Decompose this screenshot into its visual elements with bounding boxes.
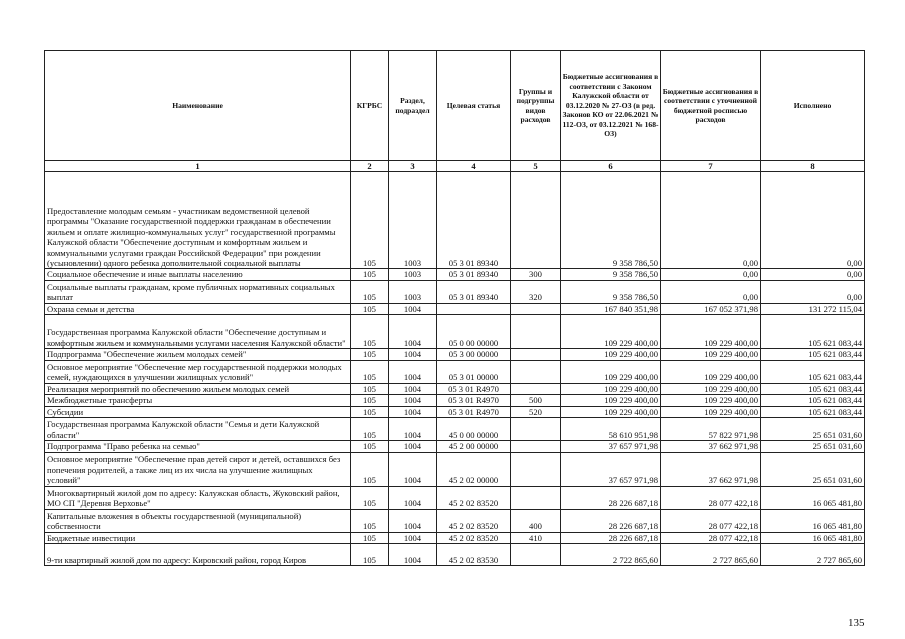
cell-name: Бюджетные инвестиции bbox=[45, 532, 351, 543]
table-row bbox=[45, 383, 865, 394]
cell-roster: 0,00 bbox=[661, 172, 761, 269]
cell-done: 105 621 083,44 bbox=[761, 360, 865, 383]
cell-kgrbs: 105 bbox=[351, 406, 389, 417]
cell-name: Социальное обеспечение и иные выплаты населению bbox=[45, 269, 351, 280]
cell-tsel: 05 3 01 89340 bbox=[437, 172, 511, 269]
cell-law: 109 229 400,00 bbox=[561, 315, 661, 349]
cell-vid bbox=[511, 383, 561, 394]
cell-kgrbs: 105 bbox=[351, 509, 389, 532]
table-row bbox=[45, 544, 865, 566]
header-roster: Бюджетные ассигнования в соответствии с уточненной бюджетной росписью расходов bbox=[661, 51, 761, 161]
col-number: 2 bbox=[351, 161, 389, 172]
cell-roster: 28 077 422,18 bbox=[661, 532, 761, 543]
col-number: 6 bbox=[561, 161, 661, 172]
cell-vid: 300 bbox=[511, 269, 561, 280]
cell-tsel: 05 3 01 R4970 bbox=[437, 406, 511, 417]
cell-tsel: 45 2 02 00000 bbox=[437, 452, 511, 486]
cell-vid bbox=[511, 172, 561, 269]
cell-law: 28 226 687,18 bbox=[561, 486, 661, 509]
cell-tsel: 45 2 02 83530 bbox=[437, 544, 511, 566]
cell-law: 109 229 400,00 bbox=[561, 349, 661, 360]
header-law: Бюджетные ассигнования в соответствии с Законом Калужской области от 03.12.2020 № 27-ОЗ (в ред. Законов КО от 22.06.2021 № 112-ОЗ, от 03.12.2021 № 168-ОЗ) bbox=[561, 51, 661, 161]
cell-done: 105 621 083,44 bbox=[761, 383, 865, 394]
cell-roster: 28 077 422,18 bbox=[661, 509, 761, 532]
cell-roster: 2 727 865,60 bbox=[661, 544, 761, 566]
cell-roster: 167 052 371,98 bbox=[661, 303, 761, 314]
cell-name: Государственная программа Калужской области "Обеспечение доступным и комфортным жильем и коммунальными услугами населения Калужской области" bbox=[45, 315, 351, 349]
cell-tsel: 05 3 01 R4970 bbox=[437, 395, 511, 406]
cell-done: 0,00 bbox=[761, 269, 865, 280]
cell-razdel: 1004 bbox=[389, 360, 437, 383]
cell-name: Подпрограмма "Обеспечение жильем молодых семей" bbox=[45, 349, 351, 360]
col-number: 4 bbox=[437, 161, 511, 172]
cell-kgrbs: 105 bbox=[351, 452, 389, 486]
cell-razdel: 1004 bbox=[389, 406, 437, 417]
cell-tsel: 05 3 01 00000 bbox=[437, 360, 511, 383]
header-razdel: Раздел, подраздел bbox=[389, 51, 437, 161]
cell-kgrbs: 105 bbox=[351, 280, 389, 303]
cell-name: Предоставление молодым семьям - участникам ведомственной целевой программы "Оказание государственной поддержки гражданам в обеспечении жильем и оплате жилищно-коммунальных услуг" государственной программы Калужской области "Обеспечение доступным и комфортным жильем и коммунальными услугами граждан Российской Федерации" при рождении (усыновлении) одного ребенка дополнительной социальной выплаты bbox=[45, 172, 351, 269]
cell-done: 105 621 083,44 bbox=[761, 315, 865, 349]
cell-roster: 109 229 400,00 bbox=[661, 383, 761, 394]
cell-vid bbox=[511, 452, 561, 486]
table-row bbox=[45, 406, 865, 417]
cell-name: 9-ти квартирный жилой дом по адресу: Кировский район, город Киров bbox=[45, 544, 351, 566]
cell-vid bbox=[511, 303, 561, 314]
cell-name: Субсидии bbox=[45, 406, 351, 417]
cell-law: 28 226 687,18 bbox=[561, 532, 661, 543]
cell-law: 37 657 971,98 bbox=[561, 452, 661, 486]
cell-kgrbs: 105 bbox=[351, 544, 389, 566]
cell-tsel: 05 3 00 00000 bbox=[437, 349, 511, 360]
cell-law: 9 358 786,50 bbox=[561, 172, 661, 269]
table-row bbox=[45, 269, 865, 280]
cell-law: 167 840 351,98 bbox=[561, 303, 661, 314]
cell-razdel: 1004 bbox=[389, 486, 437, 509]
table-row bbox=[45, 395, 865, 406]
col-number: 8 bbox=[761, 161, 865, 172]
cell-vid bbox=[511, 349, 561, 360]
cell-tsel: 05 3 01 89340 bbox=[437, 269, 511, 280]
column-numbers-row bbox=[45, 161, 865, 172]
cell-kgrbs: 105 bbox=[351, 418, 389, 441]
cell-kgrbs: 105 bbox=[351, 486, 389, 509]
cell-kgrbs: 105 bbox=[351, 532, 389, 543]
header-done: Исполнено bbox=[761, 51, 865, 161]
cell-vid bbox=[511, 544, 561, 566]
col-number: 7 bbox=[661, 161, 761, 172]
cell-tsel: 45 2 02 83520 bbox=[437, 509, 511, 532]
cell-razdel: 1004 bbox=[389, 452, 437, 486]
cell-tsel: 05 3 01 89340 bbox=[437, 280, 511, 303]
cell-razdel: 1004 bbox=[389, 383, 437, 394]
cell-vid bbox=[511, 441, 561, 452]
table-row bbox=[45, 509, 865, 532]
table-row bbox=[45, 441, 865, 452]
budget-table bbox=[44, 50, 865, 566]
cell-done: 2 727 865,60 bbox=[761, 544, 865, 566]
cell-vid bbox=[511, 418, 561, 441]
cell-done: 0,00 bbox=[761, 172, 865, 269]
cell-kgrbs: 105 bbox=[351, 383, 389, 394]
cell-name: Межбюджетные трансферты bbox=[45, 395, 351, 406]
table-row bbox=[45, 452, 865, 486]
table-row bbox=[45, 486, 865, 509]
cell-kgrbs: 105 bbox=[351, 269, 389, 280]
cell-roster: 28 077 422,18 bbox=[661, 486, 761, 509]
cell-law: 9 358 786,50 bbox=[561, 269, 661, 280]
col-number: 1 bbox=[45, 161, 351, 172]
cell-razdel: 1003 bbox=[389, 172, 437, 269]
cell-law: 37 657 971,98 bbox=[561, 441, 661, 452]
table-row bbox=[45, 315, 865, 349]
table-row bbox=[45, 280, 865, 303]
cell-vid: 320 bbox=[511, 280, 561, 303]
cell-razdel: 1004 bbox=[389, 441, 437, 452]
cell-roster: 109 229 400,00 bbox=[661, 315, 761, 349]
cell-vid bbox=[511, 360, 561, 383]
cell-name: Подпрограмма "Право ребенка на семью" bbox=[45, 441, 351, 452]
cell-vid bbox=[511, 486, 561, 509]
cell-roster: 109 229 400,00 bbox=[661, 395, 761, 406]
cell-name: Государственная программа Калужской области "Семья и дети Калужской области" bbox=[45, 418, 351, 441]
cell-razdel: 1004 bbox=[389, 532, 437, 543]
page-number: 135 bbox=[848, 617, 865, 629]
cell-vid: 500 bbox=[511, 395, 561, 406]
cell-vid bbox=[511, 315, 561, 349]
cell-roster: 37 662 971,98 bbox=[661, 452, 761, 486]
cell-roster: 57 822 971,98 bbox=[661, 418, 761, 441]
cell-tsel bbox=[437, 303, 511, 314]
table-row bbox=[45, 172, 865, 269]
cell-done: 105 621 083,44 bbox=[761, 349, 865, 360]
cell-name: Охрана семьи и детства bbox=[45, 303, 351, 314]
col-number: 5 bbox=[511, 161, 561, 172]
header-tsel: Целевая статья bbox=[437, 51, 511, 161]
cell-kgrbs: 105 bbox=[351, 360, 389, 383]
cell-roster: 37 662 971,98 bbox=[661, 441, 761, 452]
cell-name: Социальные выплаты гражданам, кроме публичных нормативных социальных выплат bbox=[45, 280, 351, 303]
cell-tsel: 45 0 00 00000 bbox=[437, 418, 511, 441]
cell-kgrbs: 105 bbox=[351, 303, 389, 314]
cell-name: Капитальные вложения в объекты государственной (муниципальной) собственности bbox=[45, 509, 351, 532]
cell-law: 109 229 400,00 bbox=[561, 406, 661, 417]
cell-done: 16 065 481,80 bbox=[761, 532, 865, 543]
cell-name: Основное мероприятие "Обеспечение мер государственной поддержки молодых семей, нуждающихся в улучшении жилищных условий" bbox=[45, 360, 351, 383]
cell-razdel: 1004 bbox=[389, 544, 437, 566]
cell-law: 109 229 400,00 bbox=[561, 395, 661, 406]
cell-name: Основное мероприятие "Обеспечение прав детей сирот и детей, оставшихся без попечения родителей, а также лиц из их числа на улучшение жилищных условий" bbox=[45, 452, 351, 486]
cell-law: 9 358 786,50 bbox=[561, 280, 661, 303]
cell-roster: 0,00 bbox=[661, 269, 761, 280]
cell-kgrbs: 105 bbox=[351, 441, 389, 452]
header-vid: Группы и подгруппы видов расходов bbox=[511, 51, 561, 161]
cell-law: 28 226 687,18 bbox=[561, 509, 661, 532]
cell-razdel: 1004 bbox=[389, 303, 437, 314]
cell-tsel: 45 2 02 83520 bbox=[437, 486, 511, 509]
cell-tsel: 45 2 00 00000 bbox=[437, 441, 511, 452]
cell-tsel: 05 3 01 R4970 bbox=[437, 383, 511, 394]
cell-razdel: 1004 bbox=[389, 315, 437, 349]
col-number: 3 bbox=[389, 161, 437, 172]
cell-law: 58 610 951,98 bbox=[561, 418, 661, 441]
cell-tsel: 05 0 00 00000 bbox=[437, 315, 511, 349]
cell-done: 25 651 031,60 bbox=[761, 441, 865, 452]
cell-done: 16 065 481,80 bbox=[761, 486, 865, 509]
table-row bbox=[45, 360, 865, 383]
header-name: Наименование bbox=[45, 51, 351, 161]
cell-done: 25 651 031,60 bbox=[761, 418, 865, 441]
cell-vid: 400 bbox=[511, 509, 561, 532]
cell-kgrbs: 105 bbox=[351, 395, 389, 406]
cell-razdel: 1004 bbox=[389, 395, 437, 406]
cell-law: 109 229 400,00 bbox=[561, 360, 661, 383]
cell-vid: 520 bbox=[511, 406, 561, 417]
cell-razdel: 1003 bbox=[389, 280, 437, 303]
cell-kgrbs: 105 bbox=[351, 349, 389, 360]
cell-name: Многоквартирный жилой дом по адресу: Калужская область, Жуковский район, МО СП "Деревня Верховье" bbox=[45, 486, 351, 509]
table-row bbox=[45, 349, 865, 360]
cell-name: Реализация мероприятий по обеспечению жильем молодых семей bbox=[45, 383, 351, 394]
table-row bbox=[45, 532, 865, 543]
cell-razdel: 1004 bbox=[389, 349, 437, 360]
cell-done: 131 272 115,04 bbox=[761, 303, 865, 314]
cell-roster: 0,00 bbox=[661, 280, 761, 303]
table-row bbox=[45, 418, 865, 441]
cell-law: 109 229 400,00 bbox=[561, 383, 661, 394]
cell-done: 105 621 083,44 bbox=[761, 406, 865, 417]
cell-razdel: 1004 bbox=[389, 509, 437, 532]
cell-roster: 109 229 400,00 bbox=[661, 360, 761, 383]
cell-roster: 109 229 400,00 bbox=[661, 349, 761, 360]
header-kgrbs: КГРБС bbox=[351, 51, 389, 161]
cell-razdel: 1003 bbox=[389, 269, 437, 280]
cell-roster: 109 229 400,00 bbox=[661, 406, 761, 417]
cell-done: 105 621 083,44 bbox=[761, 395, 865, 406]
cell-kgrbs: 105 bbox=[351, 315, 389, 349]
cell-done: 16 065 481,80 bbox=[761, 509, 865, 532]
cell-law: 2 722 865,60 bbox=[561, 544, 661, 566]
cell-kgrbs: 105 bbox=[351, 172, 389, 269]
cell-tsel: 45 2 02 83520 bbox=[437, 532, 511, 543]
cell-done: 0,00 bbox=[761, 280, 865, 303]
table-row bbox=[45, 303, 865, 314]
cell-done: 25 651 031,60 bbox=[761, 452, 865, 486]
cell-vid: 410 bbox=[511, 532, 561, 543]
cell-razdel: 1004 bbox=[389, 418, 437, 441]
